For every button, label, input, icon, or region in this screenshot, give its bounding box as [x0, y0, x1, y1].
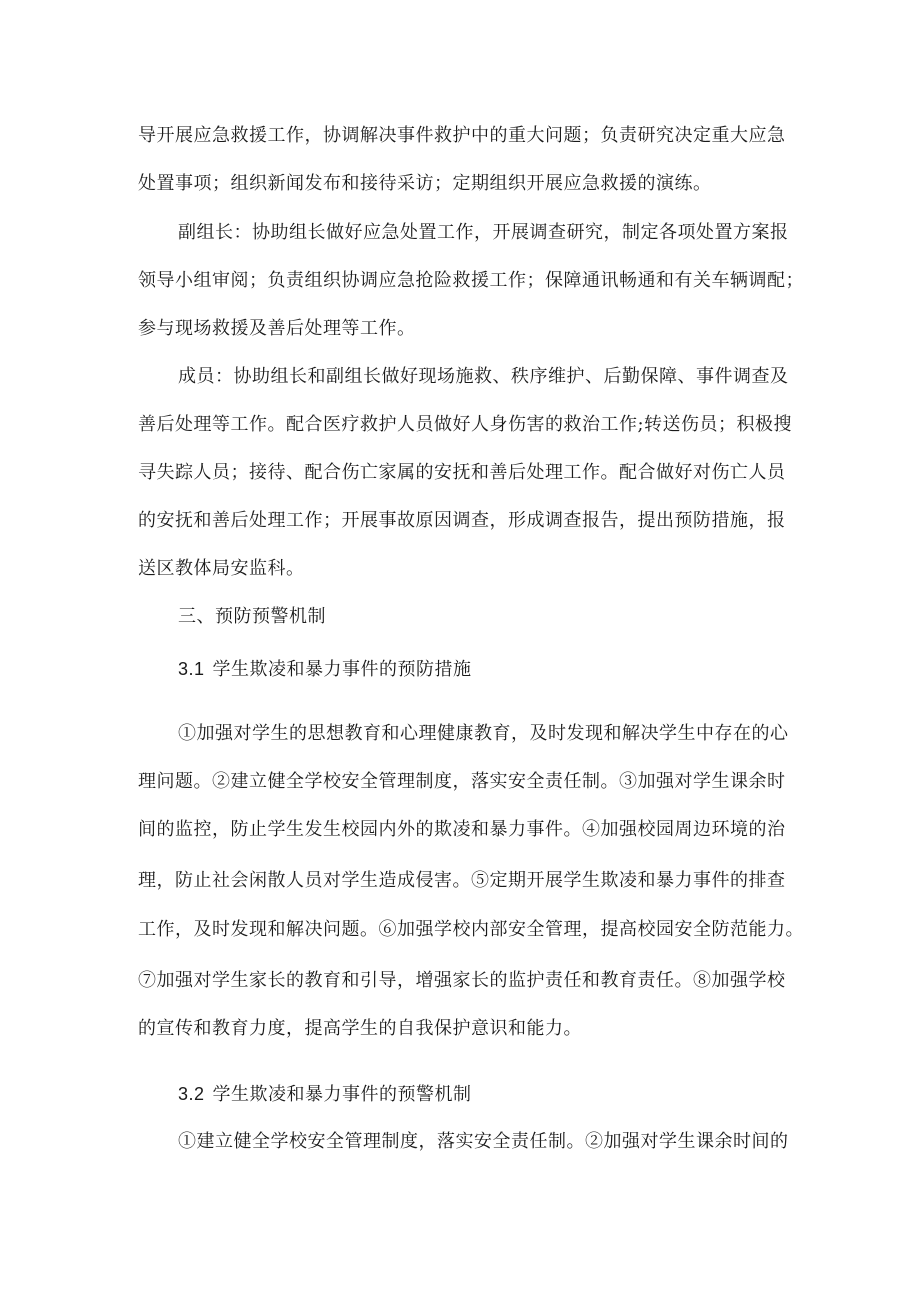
text-line: 领导小组审阅；负责组织协调应急抢险救援工作；保障通讯畅通和有关车辆调配；: [138, 270, 804, 291]
text-line: 送区教体局安监科。: [138, 558, 305, 579]
subsection-number: 3.1: [178, 659, 205, 679]
text-line: 的安抚和善后处理工作；开展事故原因调查，形成调查报告，提出预防措施，报: [138, 510, 786, 531]
text-line: 寻失踪人员；接待、配合伤亡家属的安抚和善后处理工作。配合做好对伤亡人员: [138, 462, 786, 483]
text-line: 工作，及时发现和解决问题。⑥加强学校内部安全管理，提高校园安全防范能力。: [138, 919, 804, 940]
text-line: 副组长：协助组长做好应急处置工作，开展调查研究，制定各项处置方案报: [178, 222, 789, 243]
text-line: 理问题。②建立健全学校安全管理制度，落实安全责任制。③加强对学生课余时: [138, 771, 786, 792]
text-line: ①加强对学生的思想教育和心理健康教育，及时发现和解决学生中存在的心: [178, 723, 789, 744]
subsection-heading-3-1: [178, 657, 472, 682]
text-line: 善后处理等工作。配合医疗救护人员做好人身伤害的救治工作;转送伤员；积极搜: [138, 414, 793, 435]
text-line: 导开展应急救援工作，协调解决事件救护中的重大问题；负责研究决定重大应急: [138, 125, 786, 146]
text-line: ⑦加强对学生家长的教育和引导，增强家长的监护责任和教育责任。⑧加强学校: [138, 970, 786, 991]
text-line: 间的监控，防止学生发生校园内外的欺凌和暴力事件。④加强校园周边环境的治: [138, 819, 786, 840]
text-line: 的宣传和教育力度，提高学生的自我保护意识和能力。: [138, 1018, 582, 1039]
text-line: 成员：协助组长和副组长做好现场施救、秩序维护、后勤保障、事件调查及: [178, 366, 789, 387]
subsection-number: 3.2: [178, 1084, 205, 1104]
subsection-title: 学生欺凌和暴力事件的预防措施: [212, 659, 472, 680]
subsection-title: 学生欺凌和暴力事件的预警机制: [212, 1084, 472, 1105]
text-line: 参与现场救援及善后处理等工作。: [138, 318, 416, 339]
text-line: 处置事项；组织新闻发布和接待采访；定期组织开展应急救援的演练。: [138, 173, 712, 194]
text-line: ①建立健全学校安全管理制度，落实安全责任制。②加强对学生课余时间的: [178, 1131, 789, 1152]
section-heading: 三、预防预警机制: [178, 606, 326, 627]
subsection-heading-3-2: [178, 1082, 472, 1107]
text-line: 理，防止社会闲散人员对学生造成侵害。⑤定期开展学生欺凌和暴力事件的排查: [138, 870, 786, 891]
